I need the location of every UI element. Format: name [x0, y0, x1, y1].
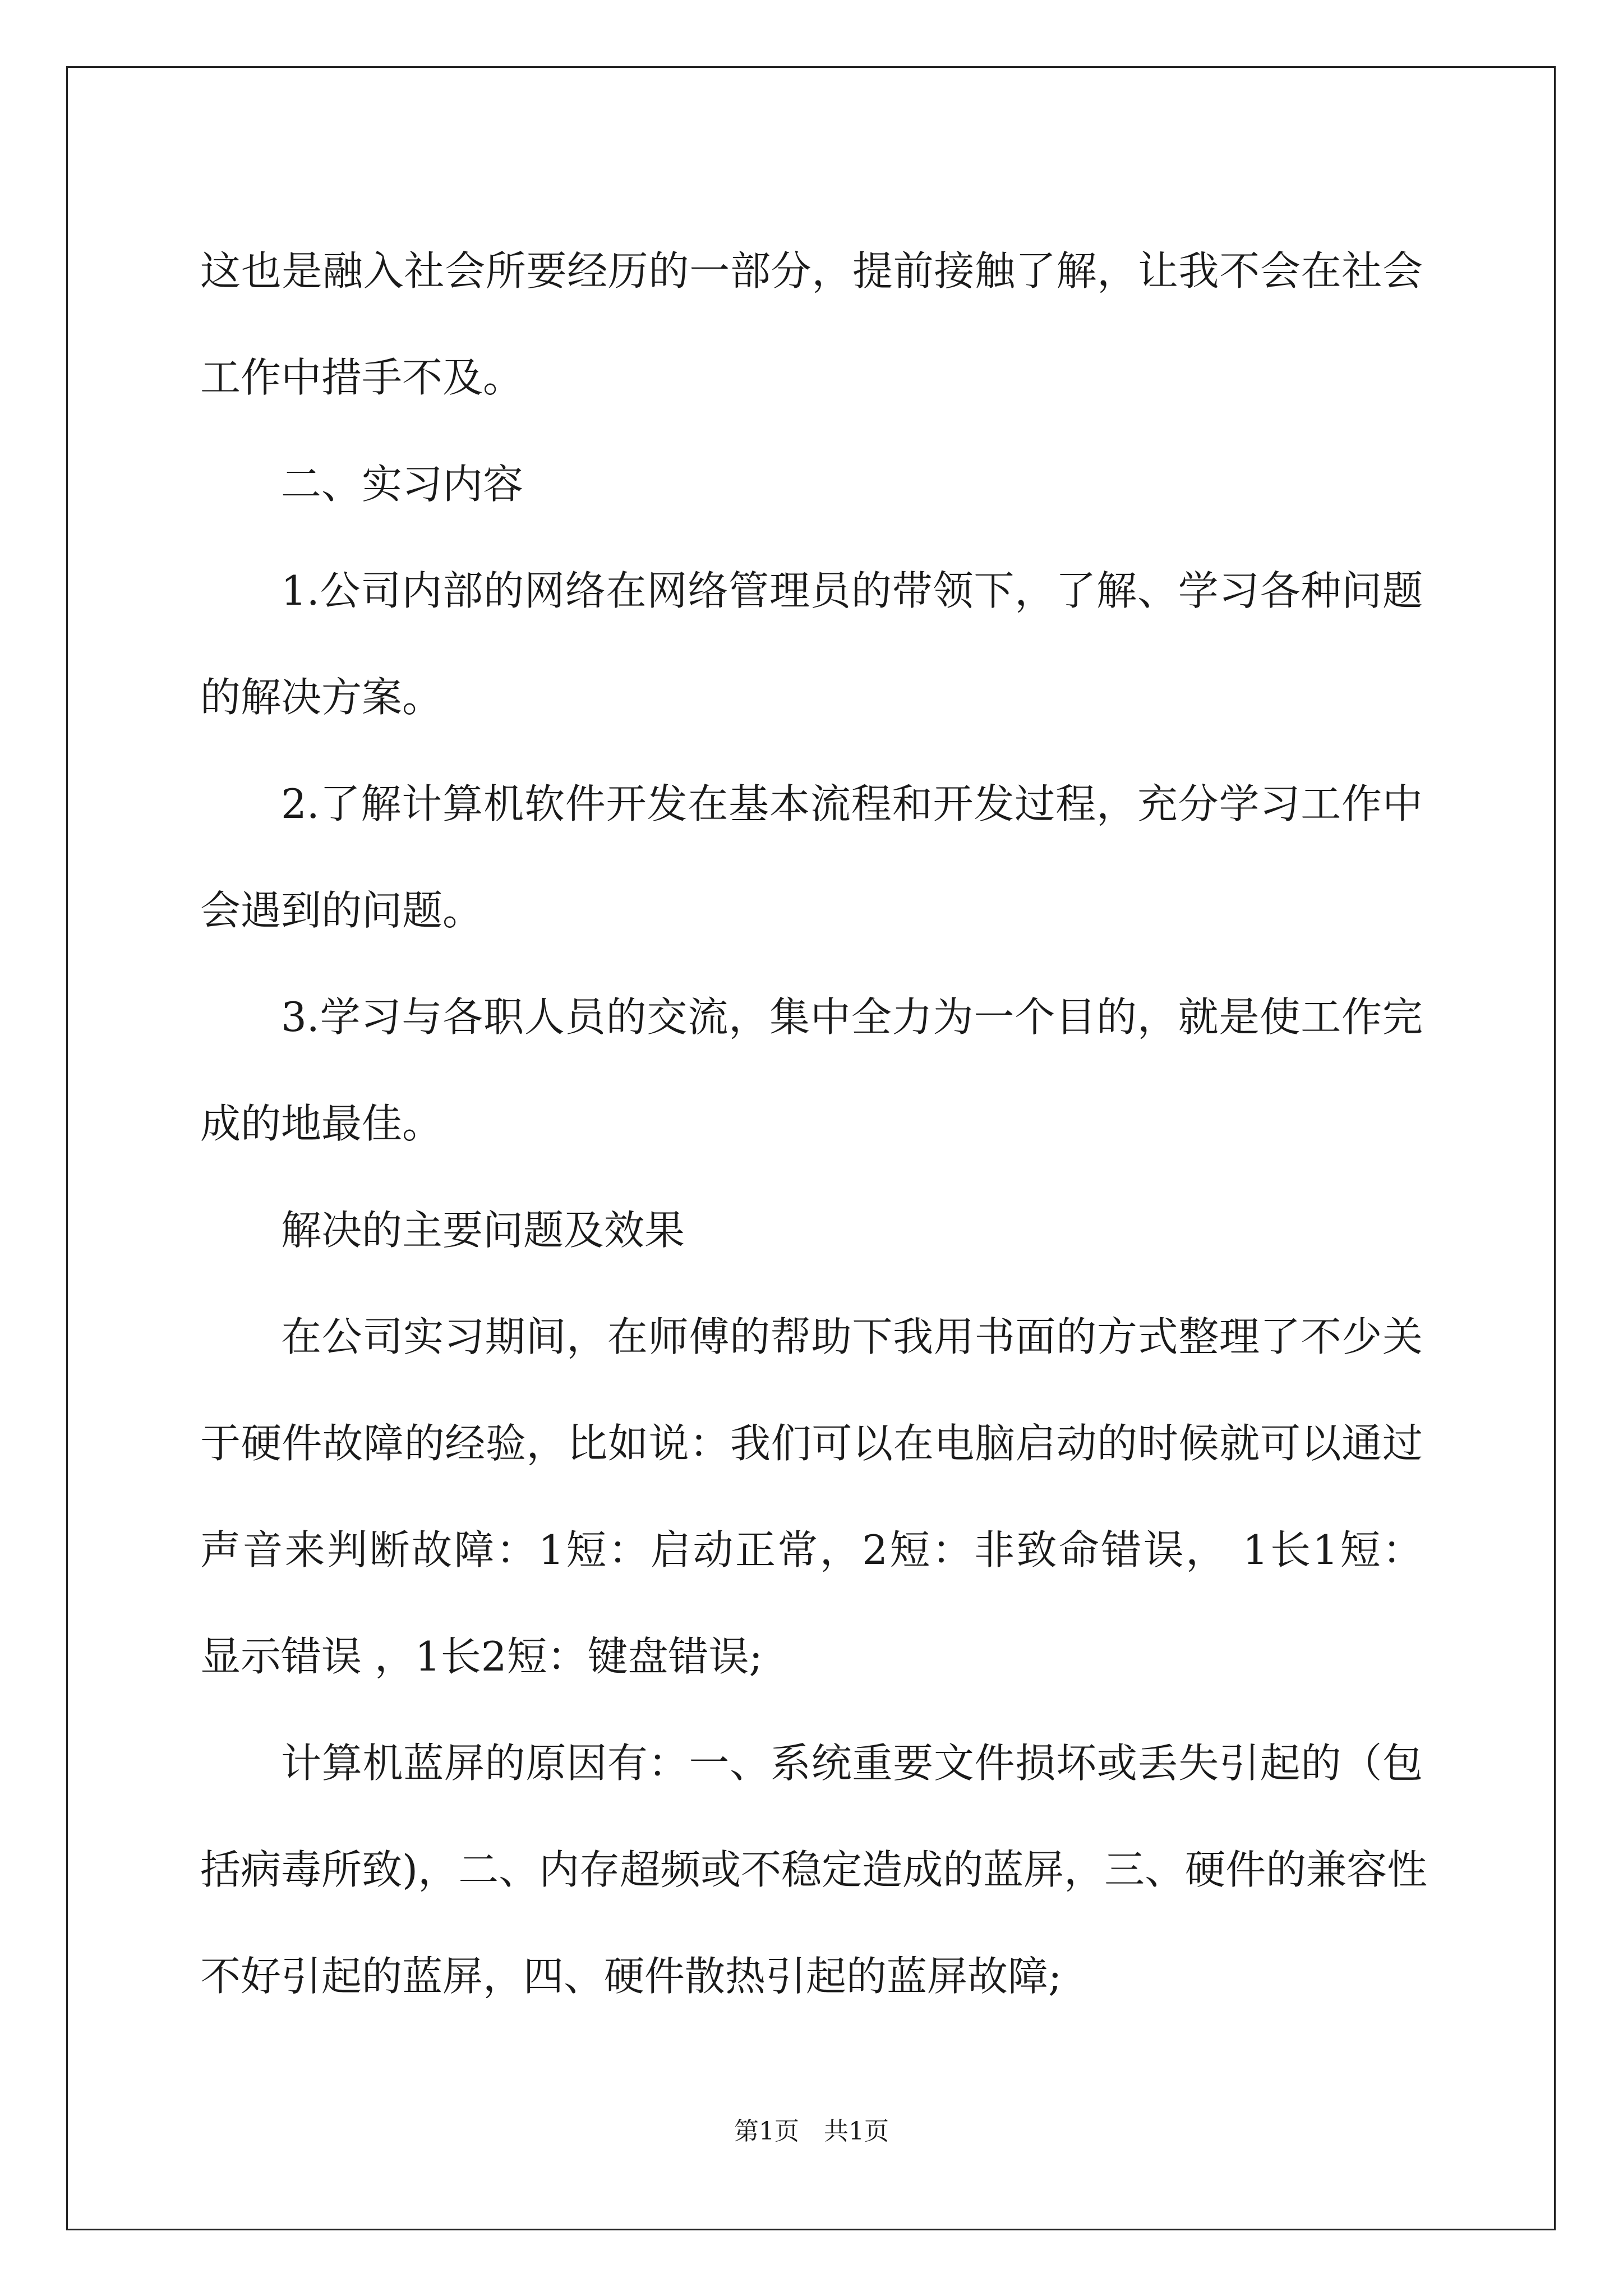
text-line: 工作中措手不及。: [200, 354, 524, 401]
text-line: 不好引起的蓝屏，四、硬件散热引起的蓝屏故障;: [200, 1953, 1062, 2000]
text-line: 括病毒所致)，二、内存超频或不稳定造成的蓝屏，三、硬件的兼容性: [200, 1846, 1428, 1893]
document-body: [200, 218, 1428, 2030]
text-line: 二、实习内容: [281, 461, 524, 508]
text-line: 3.学习与各职人员的交流，集中全力为一个目的，就是使工作完: [281, 993, 1423, 1041]
text-line: 1.公司内部的网络在网络管理员的带领下，了解、学习各种问题: [281, 567, 1423, 614]
text-line: 声音来判断故障：1短：启动正常，2短：非致命错误， 1长1短：: [200, 1526, 1423, 1573]
text-line: 在公司实习期间，在师傅的帮助下我用书面的方式整理了不少关: [281, 1313, 1423, 1360]
text-line: 显示错误 ，1长2短：键盘错误;: [200, 1633, 763, 1680]
text-line: 成的地最佳。: [200, 1100, 443, 1147]
text-line: 会遇到的问题。: [200, 887, 483, 934]
page-footer: [0, 2115, 1623, 2148]
text-line: 解决的主要问题及效果: [281, 1207, 685, 1254]
text-line: 这也是融入社会所要经历的一部分，提前接触了解，让我不会在社会: [200, 247, 1423, 295]
text-line: 于硬件故障的经验，比如说：我们可以在电脑启动的时候就可以通过: [200, 1420, 1423, 1467]
text-line: 的解决方案。: [200, 674, 443, 721]
text-line: 计算机蓝屏的原因有：一、系统重要文件损坏或丢失引起的（包: [281, 1740, 1423, 1787]
page-number-label: 第1页 共1页: [734, 2117, 889, 2146]
text-line: 2.了解计算机软件开发在基本流程和开发过程，充分学习工作中: [281, 780, 1423, 827]
